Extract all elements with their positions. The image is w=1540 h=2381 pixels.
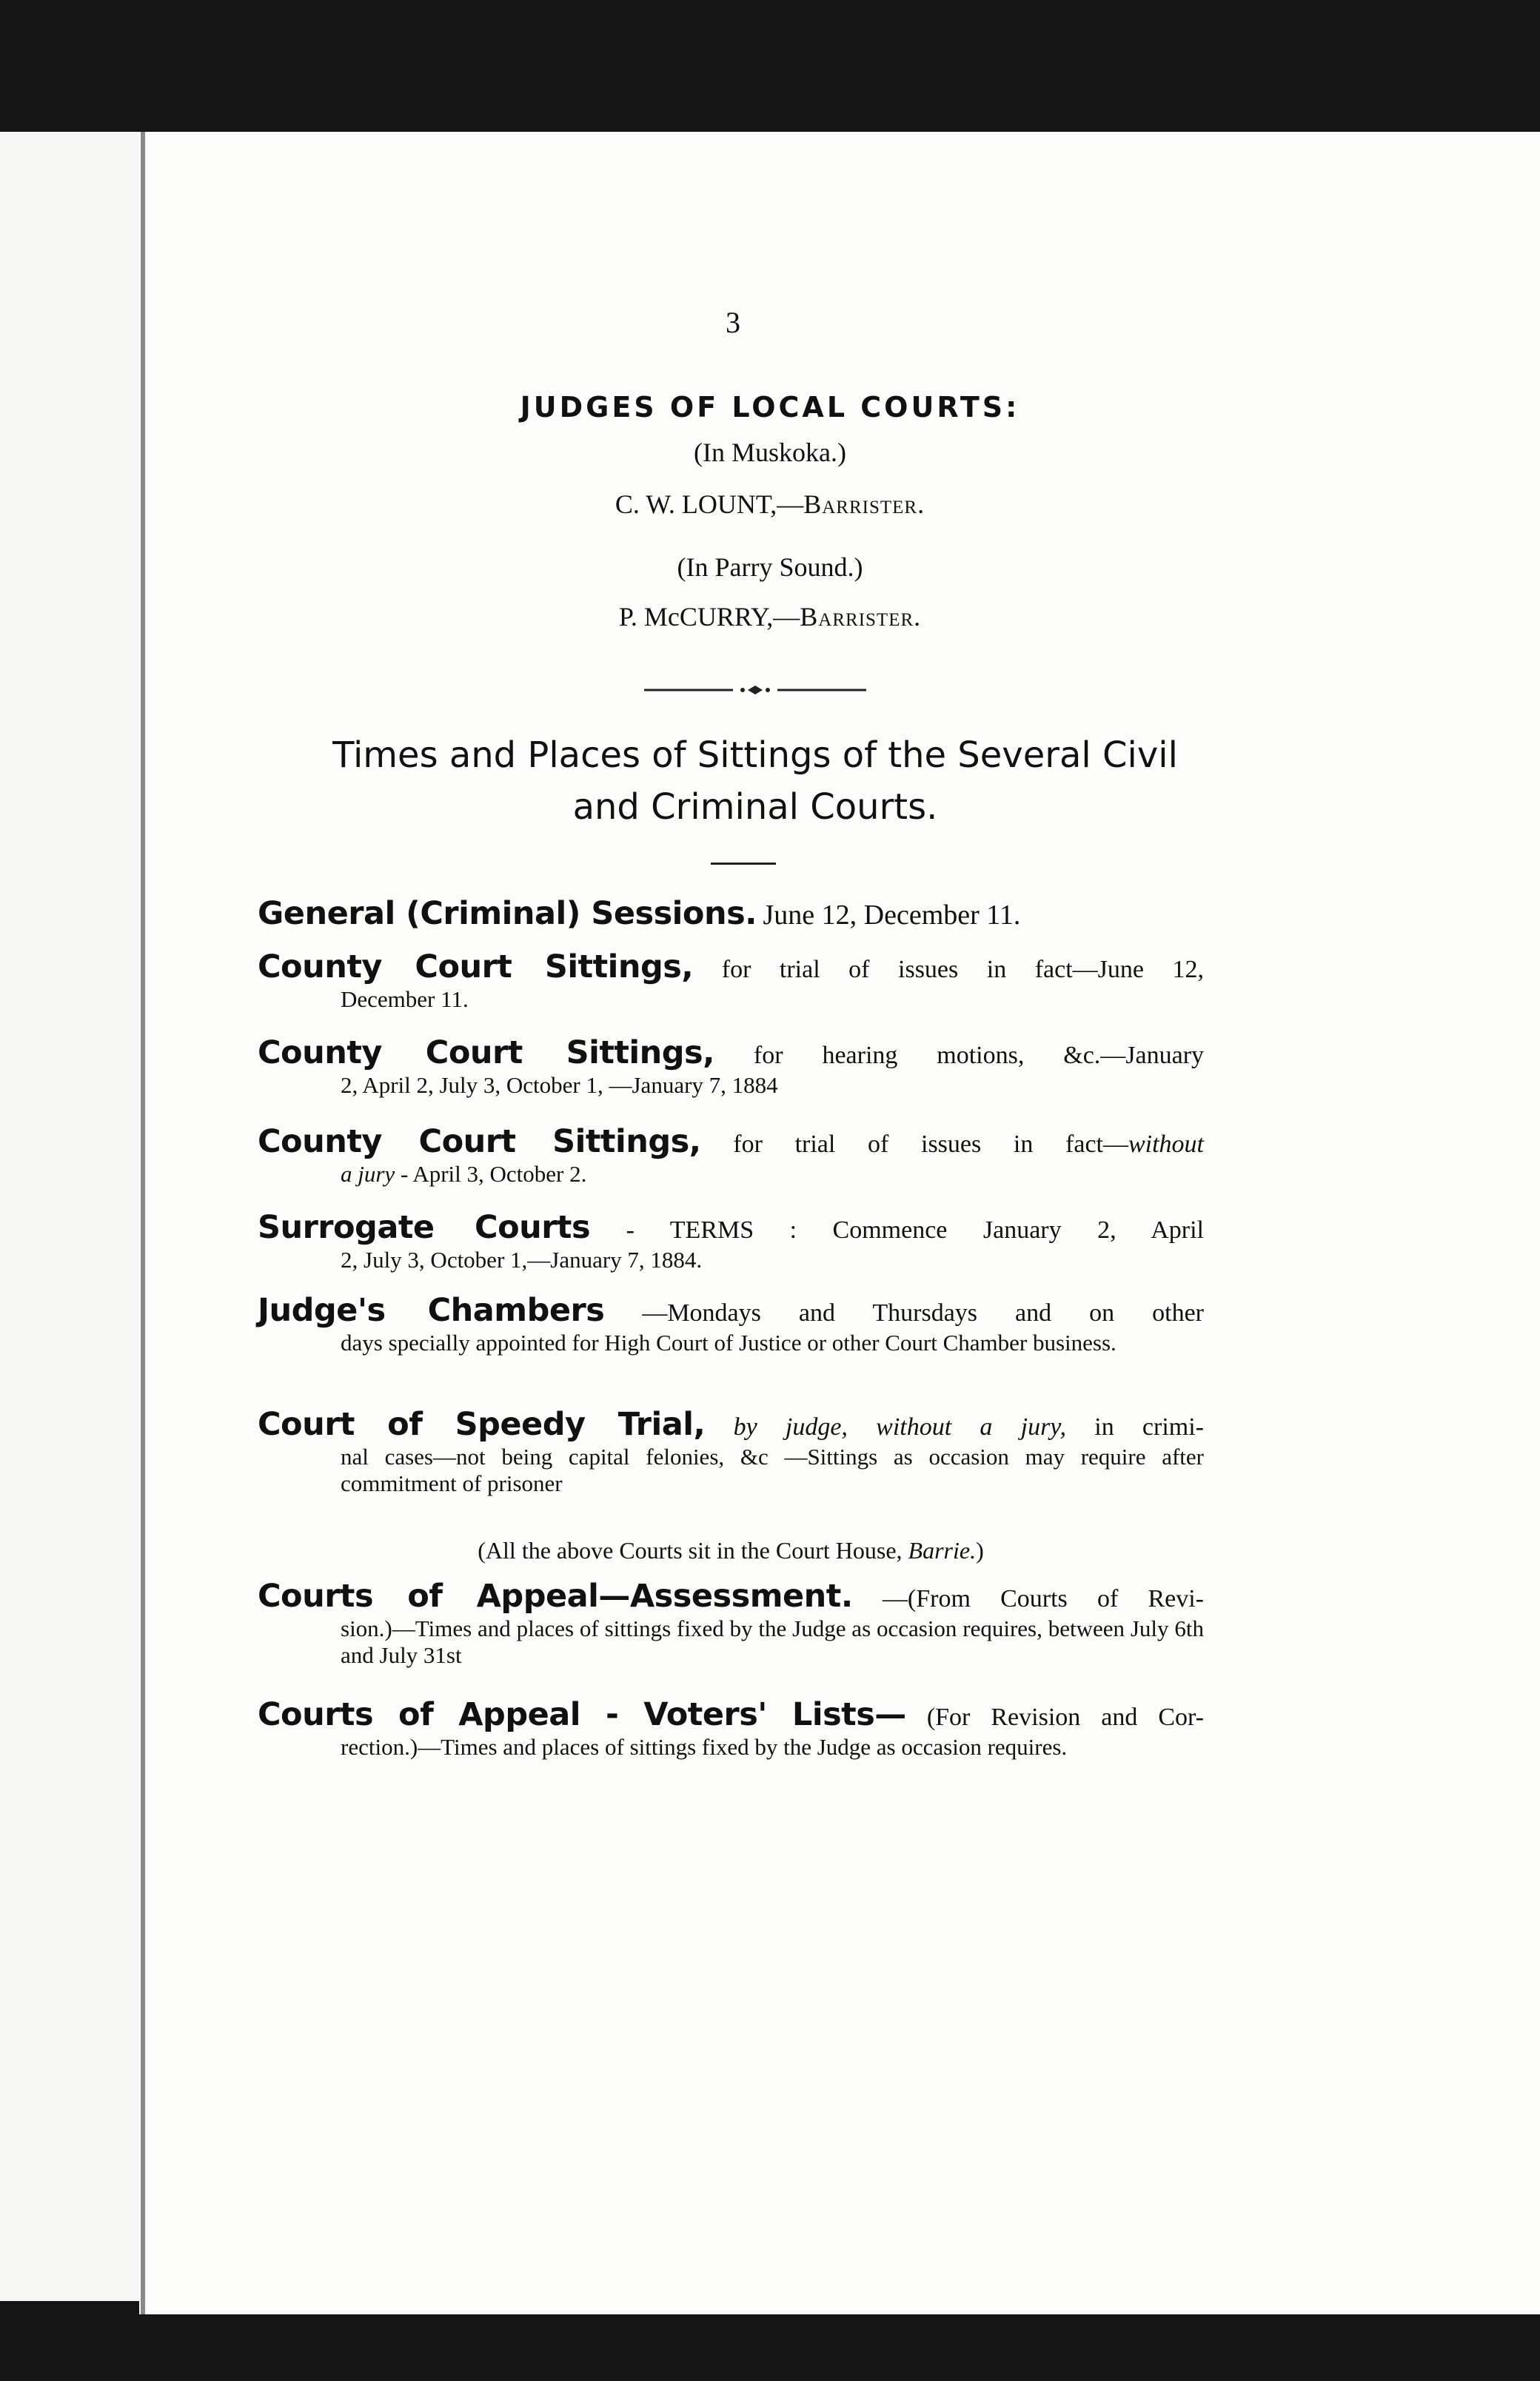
entry-first-line [258,1034,1205,1072]
entry-continuation-italic: a jury [341,1161,395,1187]
entry-continuation: rection.)—Times and places of sittings fixed by the Judge as occasion requires. [341,1734,1068,1760]
entry-first-line [258,897,1204,933]
section-rule [711,863,776,865]
entry-continuation: 2, April 2, July 3, October 1, —January 7, 1884 [341,1072,778,1098]
entry-first-line [258,1125,1204,1161]
note-text: (All the above Courts sit in the Court House, [478,1537,908,1564]
entry-lead: Courts of Appeal—Assessment. [258,1578,853,1615]
entry-continuation [258,1161,1204,1188]
entry-text: for trial of issues in fact— [733,1131,1128,1158]
entry-first-line [258,948,1205,986]
entry-lead: Court of Speedy Trial, [258,1406,706,1443]
entry-speedy-trial [258,1408,1204,1497]
parry-sound-label: (In Parry Sound.) [677,552,863,582]
entry-lead: County Court Sittings, [258,1034,714,1071]
entry-lead: General (Criminal) Sessions. [258,895,757,932]
entry-lead: County Court Sittings, [258,1123,701,1160]
entry-surrogate-courts [258,1211,1204,1273]
muskoka-judge-title: Barrister. [803,489,925,519]
entry-text: June 12, December 11. [763,900,1021,931]
entry-appeal-assessment [258,1580,1204,1669]
entry-continuation: days specially appointed for High Court of Justice or other Court Chamber business. [341,1330,1116,1356]
entry-text: (For Revision and Cor- [926,1704,1204,1731]
entry-text: for trial of issues in fact—June 12, [721,956,1205,983]
entry-text: for hearing motions, &c.—January [753,1042,1205,1069]
muskoka-judge-name: C. W. LOUNT,— [615,489,804,519]
entry-first-line [258,1294,1204,1330]
entry-appeal-voters-lists [258,1698,1204,1761]
note-close: ) [976,1537,984,1564]
entry-county-court-trial [258,948,1205,1013]
section-heading-line-2: and Criminal Courts. [572,786,938,828]
court-house-note [258,1537,1204,1564]
entry-text: - TERMS : Commence January 2, April [626,1216,1204,1244]
note-place: Barrie. [908,1537,977,1564]
parry-sound-judge-name: P. McCURRY,— [618,602,800,632]
entry-text: —(From Courts of Revi- [882,1585,1204,1613]
entry-county-court-without-jury [258,1125,1204,1188]
judges-title: JUDGES OF LOCAL COURTS: [520,391,1020,423]
entry-continuation: sion.)—Times and places of sittings fixed by the Judge as occasion requires, between July 6th and July 31st [341,1615,1204,1668]
entry-general-sessions [258,897,1204,933]
entry-text-italic: without [1128,1131,1205,1158]
section-heading [244,729,1266,833]
entry-county-court-motions [258,1034,1205,1099]
entry-continuation: nal cases—not being capital felonies, &c —Sittings as occasion may require after commitment of prisoner [341,1444,1204,1496]
entry-continuation: December 11. [341,986,469,1012]
entry-judges-chambers [258,1294,1204,1356]
entry-text: —Mondays and Thursdays and on other [642,1299,1204,1327]
entry-text-italic: by judge, without a jury, [733,1413,1067,1441]
parry-sound-judge-title: Barrister. [800,602,922,632]
muskoka-label: (In Muskoka.) [694,438,846,467]
entry-text: in crimi- [1094,1413,1204,1441]
entry-continuation-text: - April 3, October 2. [395,1161,587,1187]
entry-continuation: 2, July 3, October 1,—January 7, 1884. [341,1247,703,1273]
entry-lead: County Court Sittings, [258,948,694,985]
entry-first-line [258,1580,1204,1615]
entry-first-line [258,1698,1204,1734]
entry-lead: Judge's Chambers [258,1292,605,1329]
entry-lead: Courts of Appeal - Voters' Lists— [258,1696,906,1733]
section-heading-line-1: Times and Places of Sittings of the Several Civil [332,734,1178,776]
entry-first-line [258,1211,1204,1247]
page-number: 3 [726,306,740,339]
entry-first-line [258,1408,1204,1444]
entry-lead: Surrogate Courts [258,1209,591,1246]
ornament-divider [644,683,866,697]
parry-sound-judge [296,601,1244,632]
muskoka-judge [296,489,1244,520]
